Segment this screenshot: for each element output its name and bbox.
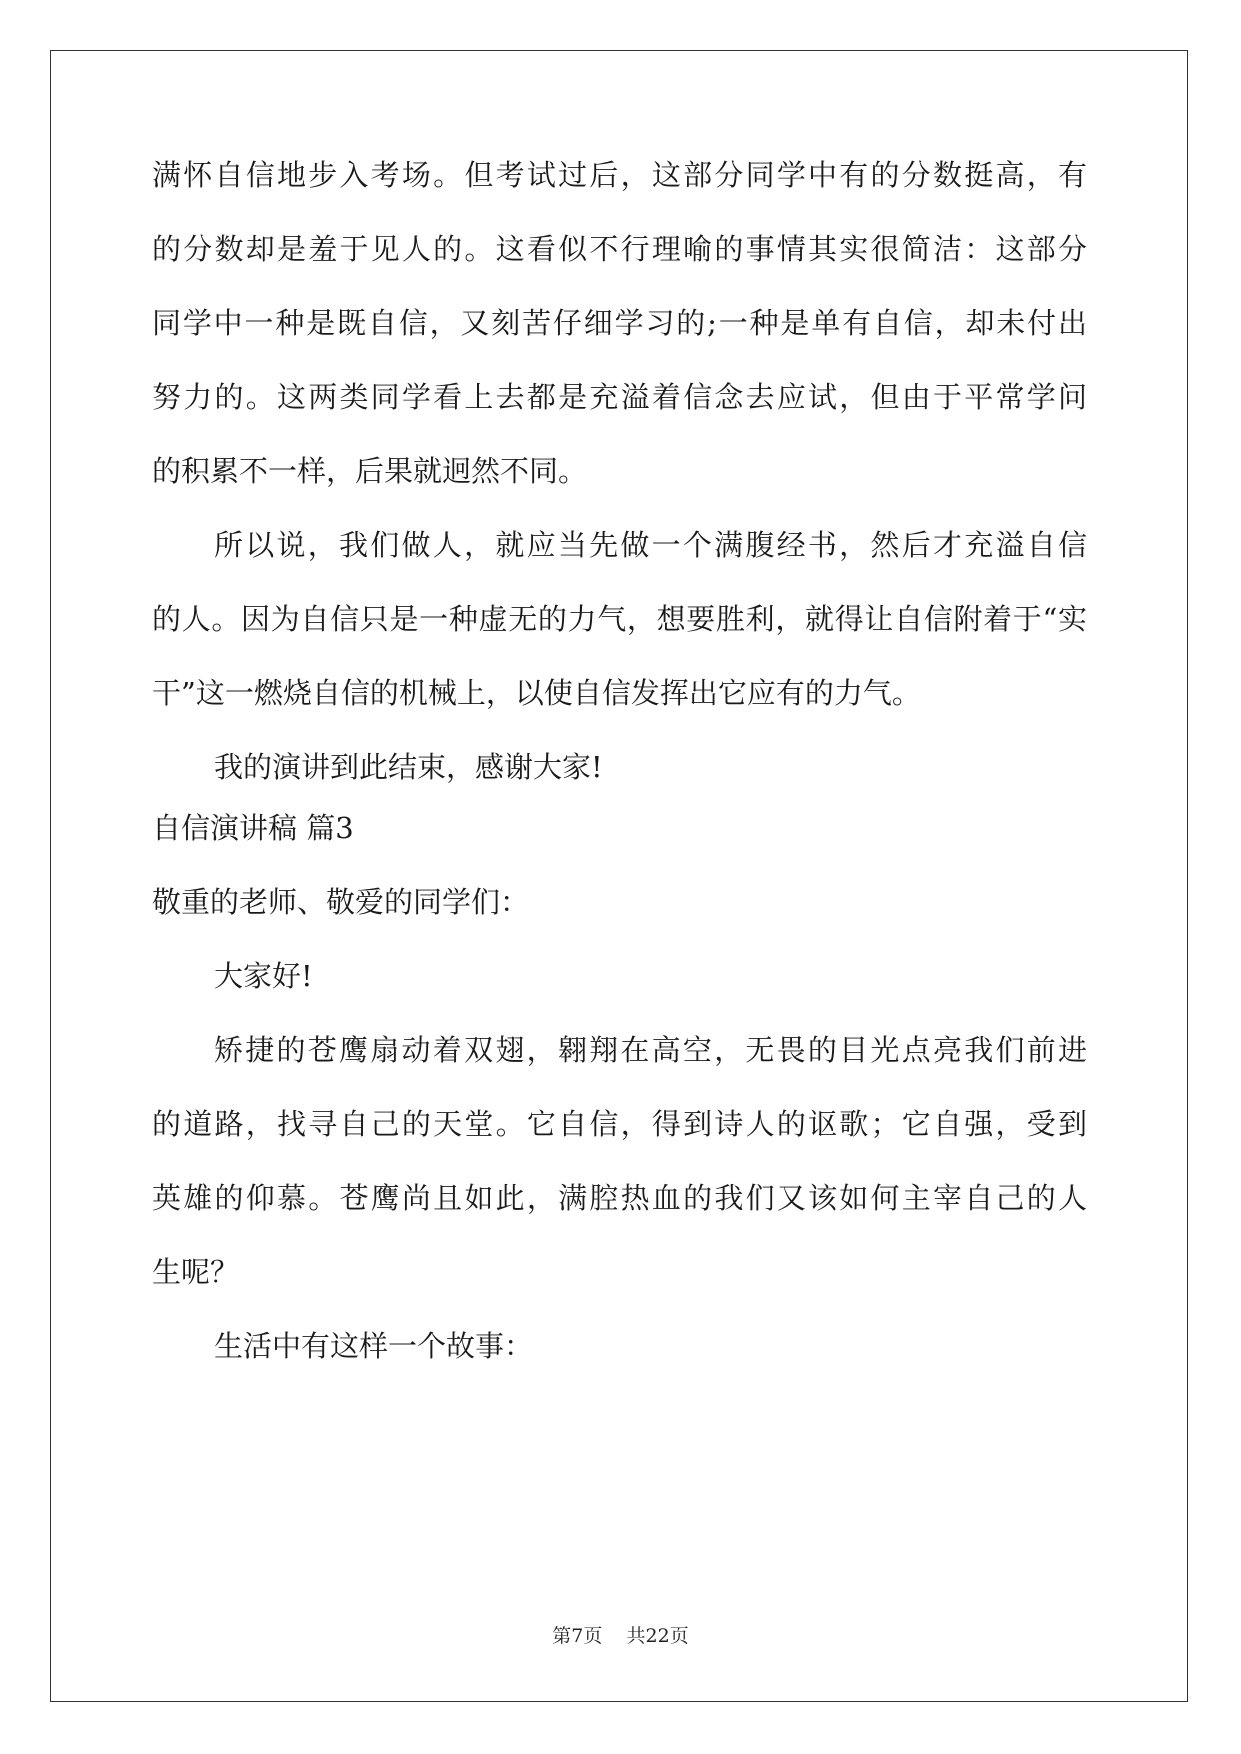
page-number: 第7页 (552, 1625, 603, 1647)
body-line: 英雄的仰慕。苍鹰尚且如此，满腔热血的我们又该如何主宰自己的人 (152, 1181, 1087, 1215)
body-line: 的道路，找寻自己的天堂。它自信，得到诗人的讴歌；它自强，受到 (152, 1107, 1087, 1141)
closing-line: 我的演讲到此结束，感谢大家! (214, 750, 603, 784)
body-line: 努力的。这两类同学看上去都是充溢着信念去应试，但由于平常学问 (152, 380, 1087, 414)
body-line: 的分数却是羞于见人的。这看似不行理喻的事情其实很简洁：这部分 (152, 232, 1087, 266)
body-line: 的积累不一样，后果就迥然不同。 (152, 454, 588, 488)
page-footer (0, 1624, 1241, 1648)
section-heading: 自信演讲稿 篇3 (152, 811, 354, 845)
body-line: 生活中有这样一个故事： (214, 1329, 534, 1363)
body-line: 所以说，我们做人，就应当先做一个满腹经书，然后才充溢自信 (214, 528, 1087, 562)
body-line: 矫捷的苍鹰扇动着双翅，翱翔在高空，无畏的目光点亮我们前进 (214, 1033, 1087, 1067)
body-line: 干”这一燃烧自信的机械上，以使自信发挥出它应有的力气。 (152, 676, 921, 710)
body-line: 同学中一种是既自信，又刻苦仔细学习的;一种是单有自信，却未付出 (152, 306, 1087, 340)
page-total: 共22页 (626, 1625, 689, 1647)
salutation: 敬重的老师、敬爱的同学们： (152, 885, 530, 919)
body-line: 满怀自信地步入考场。但考试过后，这部分同学中有的分数挺高，有 (152, 158, 1087, 192)
body-line: 生呢？ (152, 1255, 240, 1289)
page-border (50, 50, 1188, 1702)
greeting: 大家好! (214, 959, 313, 993)
body-line: 的人。因为自信只是一种虚无的力气，想要胜利，就得让自信附着于“实 (152, 602, 1087, 636)
